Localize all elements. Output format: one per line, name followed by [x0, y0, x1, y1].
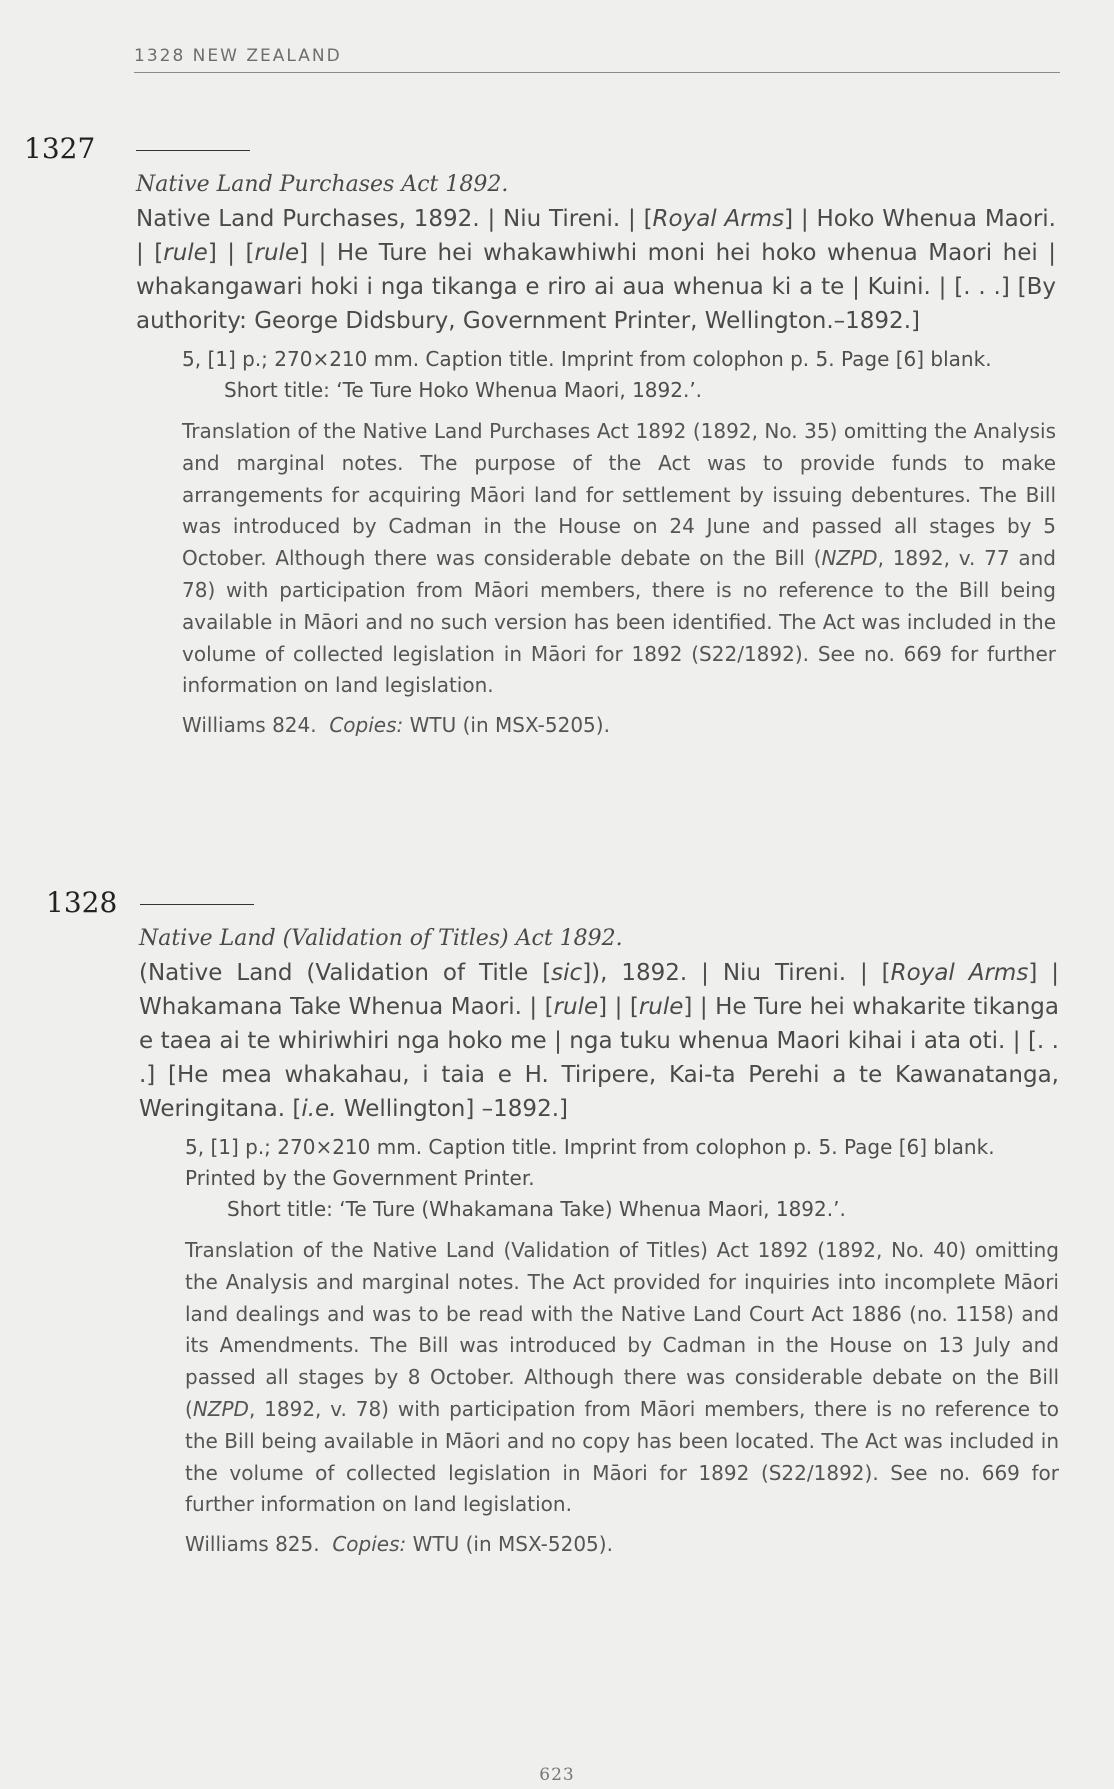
note-text: Translation of the Native Land (Validation of Titles) Act 1892 (1892, No. 40) omitting the Analysis and marginal notes. The Act provided for inquiries into incomplete Māori land dealings and was to be read with the Native Land Court Act 1886 (no. 1158) and its Amendments. The Bill was introduced by Cadman in the House on 13 July and passed all stages by 8 October. Although there was considerable debate on the Bill (	[185, 1238, 1059, 1421]
transcription-italic: i.e.	[301, 1096, 337, 1122]
entry-title: Native Land (Validation of Titles) Act 1892.	[139, 926, 623, 951]
copies-location: WTU (in MSX-5205).	[412, 1532, 613, 1557]
note-italic: NZPD	[821, 546, 878, 571]
physical-description: 5, [1] p.; 270×210 mm. Caption title. Imprint from colophon p. 5. Page [6] blank.	[182, 347, 992, 371]
entry-body	[139, 922, 1059, 1559]
page-number: 623	[539, 1765, 575, 1785]
transcription-italic: rule	[553, 994, 599, 1020]
transcription-text: ] | Whakamana Take Whenua Maori. | [	[139, 960, 1059, 1020]
transcription-text: ] | Hoko Whenua Maori. | [	[136, 206, 1056, 266]
transcription-italic: sic	[551, 960, 583, 986]
transcription-italic: Royal Arms	[652, 206, 785, 232]
entry-note	[182, 416, 1056, 702]
transcription-text: ] | He Ture hei whakawhiwhi moni hei hoko whenua Maori hei | whakangawari hoki i nga tikanga e riro ai aua whenua ki a te | Kuini. | [. . .] [By authority: George Didsbury, Government Printer, Wellington.–1892.]	[136, 240, 1056, 334]
references	[182, 710, 1056, 740]
physical-description: 5, [1] p.; 270×210 mm. Caption title. Imprint from colophon p. 5. Page [6] blank. Printed by the Government Printer.	[185, 1135, 995, 1190]
transcription-italic: rule	[254, 240, 300, 266]
copies-label: Copies:	[329, 713, 404, 738]
copies-location: WTU (in MSX-5205).	[409, 713, 610, 738]
references	[185, 1529, 1059, 1559]
entry-body	[136, 168, 1056, 740]
note-italic: NZPD	[192, 1396, 249, 1421]
transcription-text: ] | He Ture hei whakarite tikanga e taea ai te whiriwhiri nga hoko me | nga tuku whenua Maori kihai i ata oti. | [. . .] [He mea whakahau, i taia e H. Tiripere, Kai-ta Perehi a te Kawanatanga, Weringitana. [	[139, 994, 1059, 1122]
running-head: 1328 NEW ZEALAND	[134, 46, 342, 66]
transcription-text: Native Land Purchases, 1892. | Niu Tireni. | [	[136, 206, 653, 232]
note-text: , 1892, v. 78) with participation from Māori members, there is no reference to the Bill being available in Māori and no copy has been located. The Act was included in the volume of collected legislation in Māori for 1892 (S22/1892). See no. 669 for further information on land legislation.	[185, 1396, 1059, 1517]
entry-details	[185, 1132, 1059, 1559]
entry-details	[182, 344, 1056, 740]
transcription-text: ] | [	[598, 994, 639, 1020]
entry-number: 1328	[46, 886, 118, 919]
transcription-text: (Native Land (Validation of Title [	[139, 960, 552, 986]
transcription-italic: Royal Arms	[890, 960, 1029, 986]
williams-ref: Williams 824.	[182, 713, 317, 738]
transcription-italic: rule	[638, 994, 684, 1020]
entry-note	[185, 1235, 1059, 1521]
entry-title: Native Land Purchases Act 1892.	[136, 172, 509, 197]
transcription-text: ] | [	[207, 240, 255, 266]
author-dash	[136, 150, 250, 151]
entry-number: 1327	[24, 132, 96, 165]
transcription-italic: rule	[163, 240, 208, 266]
title-transcription	[136, 202, 1056, 338]
author-dash	[140, 904, 254, 905]
title-transcription	[139, 956, 1059, 1126]
transcription-text: Wellington] –1892.]	[336, 1096, 568, 1122]
note-text: Translation of the Native Land Purchases Act 1892 (1892, No. 35) omitting the Analysis and marginal notes. The purpose of the Act was to provide funds to make arrangements for acquiring Māori land for settlement by issuing debentures. The Bill was introduced by Cadman in the House on 24 June and passed all stages by 5 October. Although there was considerable debate on the Bill (	[182, 419, 1056, 571]
note-text: , 1892, v. 77 and 78) with participation from Māori members, there is no reference to the Bill being available in Māori and no such version has been identified. The Act was included in the volume of collected legislation in Māori for 1892 (S22/1892). See no. 669 for further information on land legislation.	[182, 546, 1056, 698]
header-rule	[134, 72, 1060, 73]
copies-label: Copies:	[332, 1532, 407, 1557]
transcription-text: ]), 1892. | Niu Tireni. | [	[582, 960, 891, 986]
williams-ref: Williams 825.	[185, 1532, 320, 1557]
short-title: Short title: ‘Te Ture Hoko Whenua Maori, 1892.’.	[224, 378, 703, 402]
short-title: Short title: ‘Te Ture (Whakamana Take) Whenua Maori, 1892.’.	[227, 1197, 846, 1221]
